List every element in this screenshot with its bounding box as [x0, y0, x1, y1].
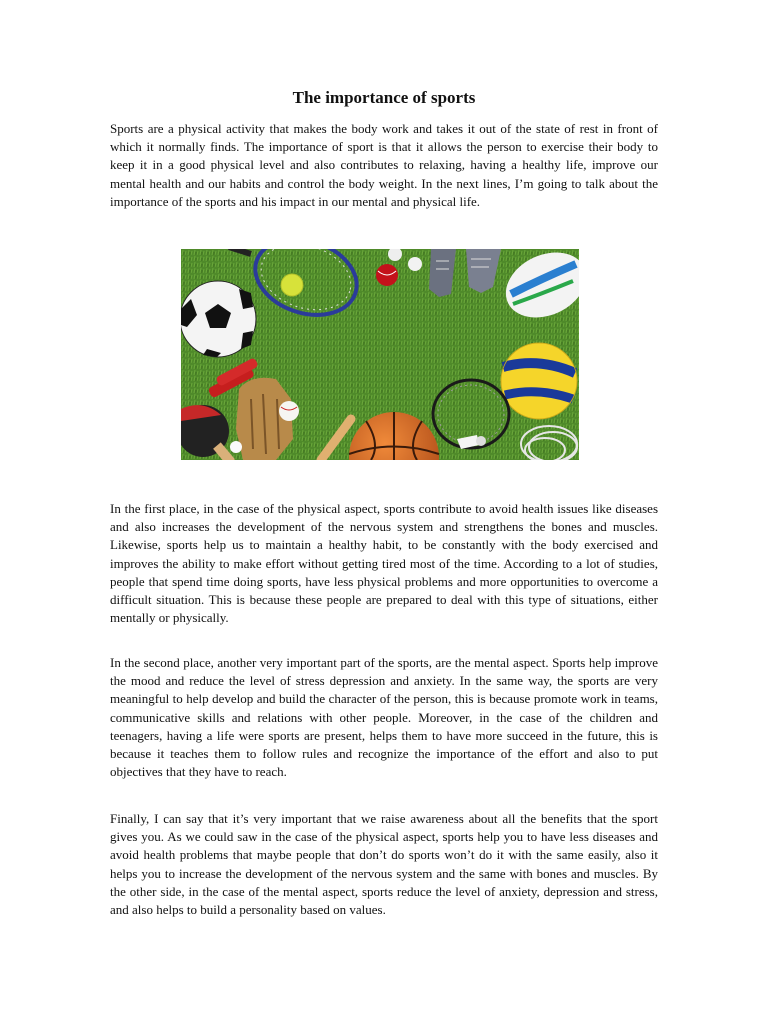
sports-equipment-photo: [181, 249, 579, 460]
paragraph-mental-aspect: In the second place, another very important part of the sports, are the mental aspect. Sports help improve the mood and reduce the level of stress depression and anxiety. In the same way, the sports are very meaningful to help develop and build the character of the person, this is because promote work in teams, communicative skills and relations with other people. Moreover, in the case of the children and teenagers, having a life were sports are present, helps them to have more succeed in the future, this is because it teaches them to follow rules and recognize the importance of the effort and also to put objectives that they have to reach.: [110, 655, 658, 780]
paragraph-intro: Sports are a physical activity that makes the body work and takes it out of the state of rest in front of which it normally finds. The importance of sport is that it allows the person to exercise their body to keep it in a good physical level and also contributes to relaxing, having a healthy life, improve our mental health and our habits and control the body weight. In the next lines, I’m going to talk about the importance of the sports and his impact in our mental and physical life.: [110, 121, 658, 209]
paragraph-conclusion: Finally, I can say that it’s very important that we raise awareness about all the benefits that the sport gives you. As we could saw in the case of the physical aspect, sports help you to have less diseases and avoid health problems that maybe people that don’t do sports won’t do it with the same easily, also it helps you to increase the development of the nervous system and the same with bones and muscles. By the other side, in the case of the mental aspect, sports reduce the level of anxiety, depression and stress, and also helps to build a personality based on values.: [110, 811, 658, 918]
document-title: The importance of sports: [292, 88, 476, 107]
volleyball-icon: [501, 343, 577, 419]
paragraph-physical-aspect: In the first place, in the case of the physical aspect, sports contribute to avoid health issues like diseases and also increases the development of the nervous system and strengthens the bones and muscles. Likewise, sports help us to maintain a healthy habit, to be constantly with the body exercised and improves the ability to make effort without getting tired most of the time. According to a lot of studies, people that spend time doing sports, have less physical problems and more opportunities to overcome a difficult situation. This is because these people are prepared to deal with this type of situations, either mentally or physically.: [110, 501, 658, 626]
soccer-ball-icon: [181, 281, 256, 357]
